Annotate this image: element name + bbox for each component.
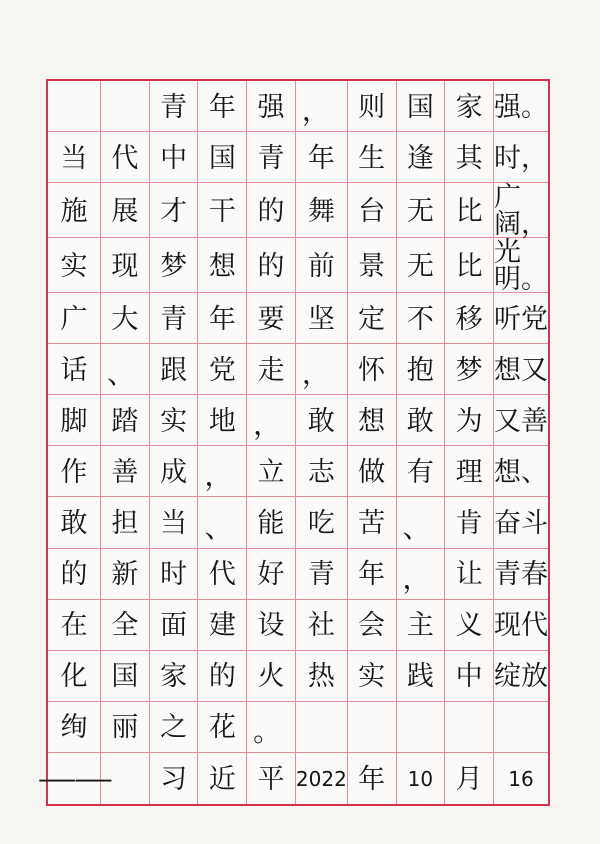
handwritten-character: 绽放 (494, 661, 548, 693)
handwritten-character: 景 (358, 250, 386, 282)
grid-cell (48, 446, 101, 497)
handwritten-character: 走 (257, 354, 285, 386)
handwritten-character: 强 (257, 91, 285, 123)
handwritten-character: 年 (358, 559, 386, 591)
handwritten-character: 面 (160, 610, 188, 642)
grid-cell (198, 238, 247, 293)
handwritten-character: 好 (257, 559, 285, 591)
empty-grid-cell (348, 702, 397, 753)
grid-cell (48, 702, 101, 753)
handwritten-character: 绚 (60, 712, 88, 744)
grid-cell (494, 753, 548, 804)
handwritten-character: 火 (257, 661, 285, 693)
handwritten-character: 家 (160, 661, 188, 693)
handwritten-character: 话 (60, 354, 88, 386)
grid-cell (247, 132, 296, 183)
grid-cell (296, 753, 348, 804)
handwritten-character: 梦 (455, 354, 483, 386)
grid-cell (48, 293, 101, 344)
grid-cell (101, 293, 150, 344)
grid-cell (348, 753, 397, 804)
empty-grid-cell (101, 81, 150, 132)
grid-cell (198, 293, 247, 344)
grid-cell (397, 549, 446, 600)
handwritten-character: 理 (455, 456, 483, 488)
grid-cell (198, 183, 247, 238)
handwritten-character: 践 (406, 661, 434, 693)
grid-cell (150, 238, 199, 293)
handwritten-character: 花 (208, 712, 236, 744)
grid-cell (445, 293, 494, 344)
handwritten-character: 让 (455, 559, 483, 591)
handwritten-character: 移 (455, 303, 483, 335)
grid-cell (101, 651, 150, 702)
handwritten-character: 青 (257, 142, 285, 174)
grid-cell (101, 132, 150, 183)
grid-cell (101, 344, 150, 395)
grid-cell (198, 132, 247, 183)
handwritten-character: 现 (111, 250, 139, 282)
grid-cell (494, 395, 548, 446)
grid-cell (150, 600, 199, 651)
handwritten-character: 主 (406, 610, 434, 642)
handwritten-character: 跟 (160, 354, 188, 386)
grid-cell (397, 600, 446, 651)
handwritten-character: 会 (358, 610, 386, 642)
handwritten-character: 年 (307, 142, 335, 174)
grid-cell (247, 651, 296, 702)
handwritten-character: 10 (407, 767, 434, 792)
handwritten-character: 平 (257, 763, 285, 795)
handwritten-character: 比 (455, 195, 483, 227)
handwritten-character: 、 (402, 510, 431, 544)
grid-cell (494, 600, 548, 651)
handwritten-character: 化 (60, 661, 88, 693)
grid-cell (445, 132, 494, 183)
grid-cell (247, 549, 296, 600)
handwritten-character: 能 (257, 508, 285, 540)
handwritten-character: 国 (208, 142, 236, 174)
handwritten-character: 作 (60, 456, 88, 488)
handwritten-character: 青 (307, 559, 335, 591)
grid-cell (37, 753, 111, 804)
grid-cell (150, 651, 199, 702)
grid-cell (348, 446, 397, 497)
handwritten-character: 青春 (494, 559, 548, 591)
grid-cell (445, 651, 494, 702)
handwritten-character: 新 (111, 559, 139, 591)
grid-cell (150, 497, 199, 548)
handwritten-character: 中 (455, 661, 483, 693)
grid-cell (296, 344, 348, 395)
handwritten-character: 有 (406, 456, 434, 488)
handwritten-character: 立 (257, 456, 285, 488)
handwritten-character: 国 (406, 91, 434, 123)
grid-cell (48, 600, 101, 651)
handwritten-character: 不 (406, 303, 434, 335)
grid-sheet (37, 79, 550, 806)
grid-cell (198, 497, 247, 548)
grid-cell (494, 237, 548, 296)
grid-cell (397, 497, 446, 548)
grid-cell (247, 81, 296, 132)
handwritten-character: 的 (257, 250, 285, 282)
grid-cell (445, 753, 494, 804)
handwritten-character: 习 (160, 763, 188, 795)
grid-cell (247, 183, 296, 238)
grid-cell (494, 81, 548, 132)
handwritten-character: 台 (358, 195, 386, 227)
handwritten-character: ， (253, 408, 282, 442)
grid-cell (296, 446, 348, 497)
handwritten-character: 苦 (358, 508, 386, 540)
handwritten-character: 前 (307, 250, 335, 282)
grid-cell (296, 183, 348, 238)
grid-cell (445, 497, 494, 548)
grid-cell (397, 183, 446, 238)
handwritten-character: 想 (208, 250, 236, 282)
handwritten-character: 干 (208, 195, 236, 227)
handwritten-character: 当 (60, 142, 88, 174)
grid-cell (348, 344, 397, 395)
grid-cell (445, 446, 494, 497)
grid-cell (198, 651, 247, 702)
handwritten-character: 广阔， (494, 182, 548, 241)
grid-cell (348, 497, 397, 548)
handwritten-character: 。 (253, 714, 282, 748)
grid-cell (348, 549, 397, 600)
grid-cell (198, 81, 247, 132)
handwritten-character: 敢 (60, 508, 88, 540)
grid-cell (445, 549, 494, 600)
grid-cell (150, 395, 199, 446)
handwritten-character: 热 (307, 661, 335, 693)
grid-cell (247, 238, 296, 293)
grid-cell (348, 183, 397, 238)
grid-cell (445, 344, 494, 395)
handwritten-character: 踏 (111, 405, 139, 437)
grid-cell (48, 238, 101, 293)
grid-cell (150, 293, 199, 344)
grid-cell (397, 238, 446, 293)
grid-cell (494, 549, 548, 600)
grid-cell (247, 497, 296, 548)
grid-cell (296, 132, 348, 183)
empty-grid-cell (397, 702, 446, 753)
handwritten-character: 青 (160, 303, 188, 335)
grid-cell (150, 81, 199, 132)
handwritten-character: 吃 (307, 508, 335, 540)
grid-cell (494, 446, 548, 497)
grid-cell (397, 395, 446, 446)
empty-grid-cell (445, 702, 494, 753)
handwritten-character: 年 (208, 303, 236, 335)
handwritten-character: 施 (60, 195, 88, 227)
empty-grid-cell (494, 702, 548, 753)
grid-cell (198, 600, 247, 651)
grid-cell (296, 651, 348, 702)
handwritten-character: 又善 (494, 405, 548, 437)
handwritten-character: ， (301, 357, 330, 391)
handwritten-character: 肯 (455, 508, 483, 540)
handwritten-character: 代 (111, 142, 139, 174)
grid-cell (101, 549, 150, 600)
handwritten-character: 中 (160, 142, 188, 174)
grid-cell (48, 395, 101, 446)
grid-cell (247, 395, 296, 446)
handwritten-character: 之 (160, 712, 188, 744)
grid-cell (247, 344, 296, 395)
empty-grid-cell (296, 702, 348, 753)
handwritten-character: 志 (307, 456, 335, 488)
grid-cell (397, 446, 446, 497)
grid-cell (48, 497, 101, 548)
grid-cell (348, 81, 397, 132)
grid-cell (296, 293, 348, 344)
grid-cell (247, 753, 296, 804)
grid-cell (247, 702, 296, 753)
grid-cell (296, 81, 348, 132)
handwritten-character: 、 (107, 357, 136, 391)
grid-cell (150, 183, 199, 238)
grid-cell (48, 549, 101, 600)
handwritten-character: 才 (160, 195, 188, 227)
character-grid (37, 81, 548, 804)
grid-cell (348, 395, 397, 446)
handwritten-character: 光明。 (494, 237, 548, 296)
handwritten-character: 展 (111, 195, 139, 227)
grid-cell (48, 344, 101, 395)
handwritten-character: ， (204, 459, 233, 493)
handwritten-character: 舞 (307, 195, 335, 227)
grid-cell (198, 702, 247, 753)
handwritten-character: 近 (208, 763, 236, 795)
handwritten-character: 善 (111, 456, 139, 488)
handwritten-character: 则 (358, 91, 386, 123)
handwritten-character: 的 (257, 195, 285, 227)
handwritten-character: 奋斗 (494, 508, 548, 540)
handwritten-character: 强。 (494, 91, 548, 123)
handwritten-character: 其 (455, 142, 483, 174)
grid-cell (48, 651, 101, 702)
handwritten-character: 大 (111, 303, 139, 335)
handwritten-character: 听党 (494, 303, 548, 335)
grid-cell (48, 183, 101, 238)
empty-grid-cell (48, 81, 101, 132)
grid-cell (101, 395, 150, 446)
handwritten-character: 敢 (406, 405, 434, 437)
grid-cell (397, 293, 446, 344)
grid-cell (296, 395, 348, 446)
grid-cell (101, 497, 150, 548)
handwritten-character: 现代 (494, 610, 548, 642)
grid-cell (48, 132, 101, 183)
handwritten-character: 、 (204, 510, 233, 544)
handwritten-character: 无 (406, 195, 434, 227)
handwritten-character: 月 (455, 763, 483, 795)
handwritten-character: 实 (60, 250, 88, 282)
handwritten-character: 怀 (358, 354, 386, 386)
grid-cell (296, 549, 348, 600)
handwritten-character: —— (37, 762, 111, 796)
handwritten-character: 敢 (307, 405, 335, 437)
handwritten-character: 青 (160, 91, 188, 123)
grid-cell (397, 753, 446, 804)
handwritten-character: 国 (111, 661, 139, 693)
grid-cell (445, 183, 494, 238)
handwritten-character: 代 (208, 559, 236, 591)
handwritten-character: 梦 (160, 250, 188, 282)
grid-cell (198, 753, 247, 804)
empty-grid-cell (101, 753, 150, 804)
grid-cell (150, 549, 199, 600)
grid-cell (150, 446, 199, 497)
grid-cell (445, 238, 494, 293)
grid-cell (494, 497, 548, 548)
handwritten-character: 定 (358, 303, 386, 335)
grid-cell (397, 651, 446, 702)
handwritten-character: 脚 (60, 405, 88, 437)
handwritten-character: 实 (358, 661, 386, 693)
handwritten-character: 逢 (406, 142, 434, 174)
handwritten-character: 2022 (295, 767, 347, 792)
grid-cell (397, 81, 446, 132)
grid-cell (445, 81, 494, 132)
grid-cell (198, 344, 247, 395)
grid-cell (198, 395, 247, 446)
grid-cell (296, 600, 348, 651)
grid-cell (348, 238, 397, 293)
handwritten-character: 全 (111, 610, 139, 642)
grid-cell (445, 395, 494, 446)
grid-cell (150, 702, 199, 753)
grid-cell (348, 293, 397, 344)
grid-cell (494, 344, 548, 395)
grid-cell (101, 600, 150, 651)
grid-cell (150, 132, 199, 183)
handwritten-character: 比 (455, 250, 483, 282)
handwritten-character: 地 (208, 405, 236, 437)
grid-cell (296, 238, 348, 293)
grid-cell (494, 651, 548, 702)
handwritten-character: 16 (508, 767, 534, 792)
handwritten-character: 的 (60, 559, 88, 591)
handwritten-character: 抱 (406, 354, 434, 386)
handwritten-character: 想又 (494, 354, 548, 386)
handwritten-character: 家 (455, 91, 483, 123)
grid-cell (296, 497, 348, 548)
handwritten-character: 想 (358, 405, 386, 437)
handwritten-character: 无 (406, 250, 434, 282)
handwritten-character: 生 (358, 142, 386, 174)
handwritten-character: ， (301, 94, 330, 128)
handwritten-character: 年 (208, 91, 236, 123)
grid-cell (101, 446, 150, 497)
handwritten-character: 建 (208, 610, 236, 642)
grid-cell (397, 344, 446, 395)
handwritten-character: 当 (160, 508, 188, 540)
handwritten-character: 广 (60, 303, 88, 335)
handwritten-character: 设 (257, 610, 285, 642)
handwritten-character: 实 (160, 405, 188, 437)
grid-cell (150, 344, 199, 395)
handwritten-character: 丽 (111, 712, 139, 744)
handwritten-character: 担 (111, 508, 139, 540)
grid-cell (348, 651, 397, 702)
grid-cell (348, 132, 397, 183)
handwritten-character: 党 (208, 354, 236, 386)
grid-cell (101, 702, 150, 753)
handwritten-character: 坚 (307, 303, 335, 335)
handwritten-character: 时 (160, 559, 188, 591)
handwritten-character: 要 (257, 303, 285, 335)
grid-cell (494, 182, 548, 241)
grid-cell (150, 753, 199, 804)
grid-cell (247, 446, 296, 497)
grid-cell (101, 238, 150, 293)
handwritten-character: 做 (358, 456, 386, 488)
grid-cell (494, 293, 548, 344)
handwritten-character: ， (402, 561, 431, 595)
grid-cell (494, 132, 548, 183)
grid-cell (397, 132, 446, 183)
grid-cell (247, 293, 296, 344)
handwritten-character: 在 (60, 610, 88, 642)
handwritten-character: 想、 (494, 456, 548, 488)
grid-cell (348, 600, 397, 651)
handwritten-character: 成 (160, 456, 188, 488)
handwritten-character: 义 (455, 610, 483, 642)
handwritten-character: 为 (455, 405, 483, 437)
handwritten-character: 社 (307, 610, 335, 642)
handwritten-character: 的 (208, 661, 236, 693)
handwritten-character: 年 (358, 763, 386, 795)
grid-cell (101, 183, 150, 238)
grid-cell (198, 446, 247, 497)
grid-cell (445, 600, 494, 651)
grid-cell (247, 600, 296, 651)
handwritten-character: 时， (494, 142, 548, 174)
grid-cell (198, 549, 247, 600)
